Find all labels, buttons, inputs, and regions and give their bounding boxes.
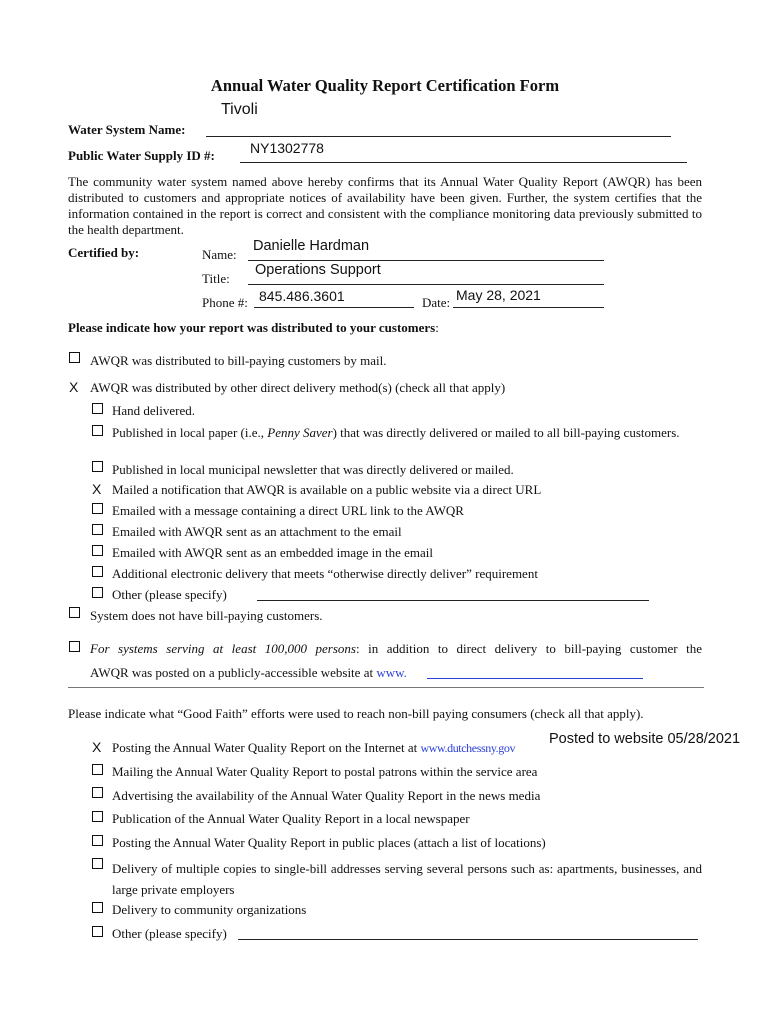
hand-checkbox[interactable] xyxy=(92,403,103,414)
water-system-name-line xyxy=(206,136,671,137)
large-systems-line2: AWQR was posted on a publicly-accessible website at www. xyxy=(90,665,407,680)
mail-label: AWQR was distributed to bill-paying customers by mail. xyxy=(90,353,387,368)
direct-label: AWQR was distributed by other direct delivery method(s) (check all that apply) xyxy=(90,380,506,395)
community-label: Delivery to community organizations xyxy=(112,902,307,917)
public-places-checkbox[interactable] xyxy=(92,835,103,846)
other-distribution-checkbox[interactable] xyxy=(92,587,103,598)
pws-id-value[interactable]: NY1302778 xyxy=(250,140,324,156)
email-attach-label: Emailed with AWQR sent as an attachment to the email xyxy=(112,524,402,539)
postal-checkbox[interactable] xyxy=(92,764,103,775)
date-value[interactable]: May 28, 2021 xyxy=(456,287,541,303)
name-line xyxy=(248,260,604,261)
other-distribution-line[interactable] xyxy=(257,600,649,601)
distribution-heading: Please indicate how your report was distributed to your customers: xyxy=(68,320,439,335)
electronic-label: Additional electronic delivery that meets “otherwise directly deliver” requirement xyxy=(112,566,538,581)
no-billpaying-checkbox[interactable] xyxy=(69,607,80,618)
intro-paragraph: The community water system named above hereby confirms that its Annual Water Quality Report (AWQR) has been distributed to customers and appropriate notices of availability have been given. Further, the system certifies that the information contained in the report is correct and consistent with the compliance monitoring data previously submitted to the health department. xyxy=(68,174,702,237)
hand-label: Hand delivered. xyxy=(112,403,196,418)
newspaper-checkbox[interactable] xyxy=(92,811,103,822)
internet-link[interactable]: www.dutchessny.gov xyxy=(420,741,516,755)
form-title: Annual Water Quality Report Certification Form xyxy=(210,76,560,95)
paper-label: Published in local paper (i.e., Penny Saver) that was directly delivered or mailed to all bill-paying customers. xyxy=(112,425,680,440)
community-checkbox[interactable] xyxy=(92,902,103,913)
email-attach-checkbox[interactable] xyxy=(92,524,103,535)
large-systems-label: For systems serving at least 100,000 persons: in addition to direct delivery to bill-paying customer the xyxy=(90,641,702,656)
other-good-faith-label: Other (please specify) xyxy=(112,926,227,941)
multiple-copies-label: Delivery of multiple copies to single-bill addresses serving several persons such as: apartments, businesses, and large private employers xyxy=(112,861,702,897)
paper-checkbox[interactable] xyxy=(92,425,103,436)
newsletter-checkbox[interactable] xyxy=(92,461,103,472)
water-system-name-label: Water System Name: xyxy=(68,122,186,137)
title-line xyxy=(248,284,604,285)
phone-label: Phone #: xyxy=(202,295,248,310)
certified-by-label: Certified by: xyxy=(68,245,140,260)
large-systems-checkbox[interactable] xyxy=(69,641,80,652)
other-good-faith-checkbox[interactable] xyxy=(92,926,103,937)
email-url-checkbox[interactable] xyxy=(92,503,103,514)
email-embed-label: Emailed with AWQR sent as an embedded image in the email xyxy=(112,545,433,560)
internet-checkbox-x[interactable]: X xyxy=(92,739,102,755)
advertising-checkbox[interactable] xyxy=(92,787,103,798)
phone-line xyxy=(254,307,414,308)
good-faith-heading: Please indicate what “Good Faith” efforts were used to reach non-bill paying consumers (check all that apply). xyxy=(68,706,644,721)
internet-label: Posting the Annual Water Quality Report on the Internet at www.dutchessny.gov xyxy=(112,740,516,755)
multiple-copies-checkbox[interactable] xyxy=(92,858,103,869)
date-line xyxy=(453,307,604,308)
newsletter-label: Published in local municipal newsletter that was directly delivered or mailed. xyxy=(112,462,514,477)
postal-label: Mailing the Annual Water Quality Report to postal patrons within the service area xyxy=(112,764,538,779)
water-system-name-value[interactable]: Tivoli xyxy=(221,101,258,118)
section-divider xyxy=(68,687,704,688)
title-label: Title: xyxy=(202,271,230,286)
email-url-label: Emailed with a message containing a direct URL link to the AWQR xyxy=(112,503,464,518)
phone-value[interactable]: 845.486.3601 xyxy=(259,288,345,304)
advertising-label: Advertising the availability of the Annual Water Quality Report in the news media xyxy=(112,788,541,803)
email-embed-checkbox[interactable] xyxy=(92,545,103,556)
name-value[interactable]: Danielle Hardman xyxy=(253,238,370,254)
pws-id-line xyxy=(240,162,687,163)
mailed-notif-label: Mailed a notification that AWQR is available on a public website via a direct URL xyxy=(112,482,542,497)
title-value[interactable]: Operations Support xyxy=(255,262,381,278)
public-places-label: Posting the Annual Water Quality Report in public places (attach a list of locations) xyxy=(112,835,546,850)
other-good-faith-line[interactable] xyxy=(238,939,698,940)
mail-checkbox[interactable] xyxy=(69,352,80,363)
direct-checkbox-x[interactable]: X xyxy=(69,379,79,395)
no-billpaying-label: System does not have bill-paying customers. xyxy=(90,608,323,623)
internet-note[interactable]: Posted to website 05/28/2021 xyxy=(549,731,741,747)
pws-id-label: Public Water Supply ID #: xyxy=(68,148,215,163)
mailed-notif-checkbox-x[interactable]: X xyxy=(92,481,102,497)
electronic-checkbox[interactable] xyxy=(92,566,103,577)
name-label: Name: xyxy=(202,247,237,262)
newspaper-label: Publication of the Annual Water Quality Report in a local newspaper xyxy=(112,811,470,826)
other-distribution-label: Other (please specify) xyxy=(112,587,227,602)
date-label: Date: xyxy=(422,295,451,310)
website-url-line[interactable] xyxy=(427,678,643,679)
